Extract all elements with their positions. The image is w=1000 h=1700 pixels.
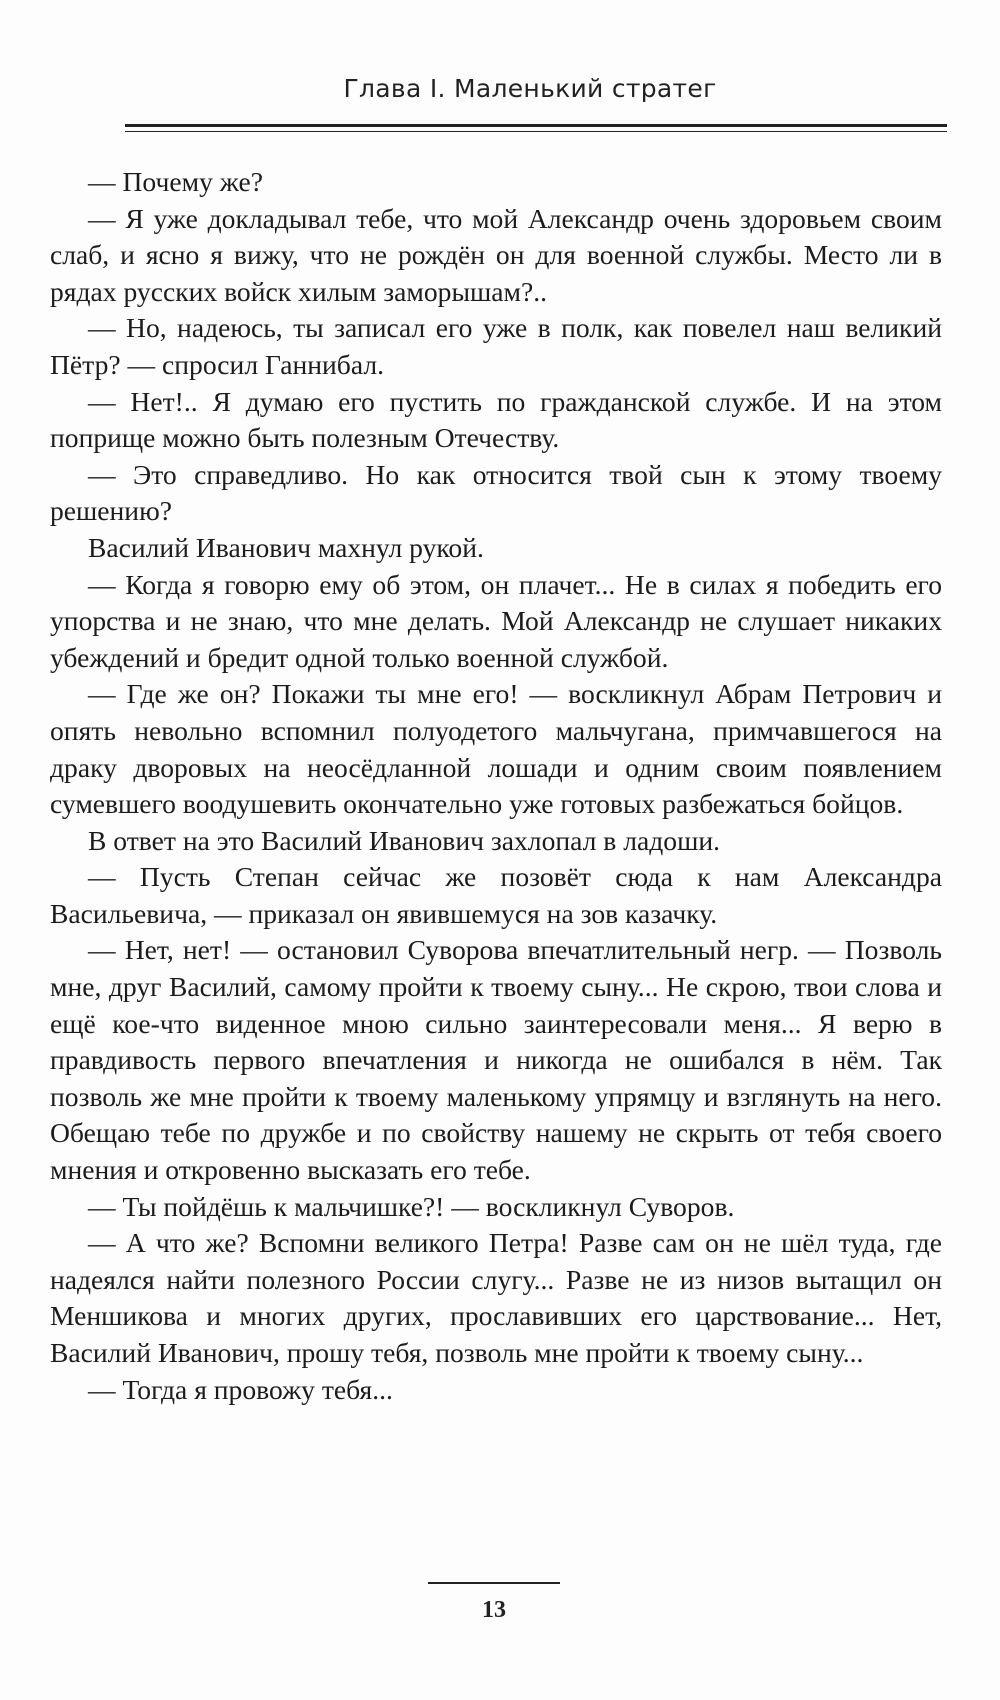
paragraph: — Когда я говорю ему об этом, он плачет... Не в силах я победить его упорства и не знаю, что мне делать. Мой Александр не слушает никаких убеждений и бредит одной только военной службой.	[50, 568, 942, 673]
paragraph: — А что же? Вспомни великого Петра! Разве сам он не шёл туда, где надеялся найти полезного России слугу... Разве не из низов вытащил он Меншикова и многих других, прославивших его царствование... Нет, Василий Иванович, прошу тебя, позволь мне пройти к твоему сыну...	[50, 1227, 942, 1368]
paragraph: — Ты пойдёшь к мальчишке?! — воскликнул Суворов.	[88, 1190, 735, 1222]
paragraph: — Почему же?	[88, 166, 263, 197]
header-rule-thin	[125, 131, 947, 132]
paragraph: — Это справедливо. Но как относится твой сын к этому твоему решению?	[50, 458, 942, 527]
page-number: 13	[482, 1597, 506, 1623]
paragraph: — Тогда я провожу тебя...	[88, 1373, 393, 1405]
body-text	[50, 164, 942, 1408]
paragraph: Василий Иванович махнул рукой.	[88, 531, 484, 563]
paragraph: — Нет, нет! — остановил Суворова впечатлительный негр. — Позволь мне, друг Василий, самому пройти к твоему сыну... Не скрою, твои слова и ещё кое-что виденное мною сильно заинтересовали меня... Я верю в правдивость первого впечатления и никогда не ошибался в нём. Так позволь же мне пройти к твоему маленькому упрямцу и взглянуть на него. Обещаю тебе по дружбе и по свойству нашему не скрыть от тебя своего мнения и откровенно высказать его тебе.	[50, 934, 942, 1186]
footer-rule	[428, 1582, 560, 1584]
paragraph: — Но, надеюсь, ты записал его уже в полк, как повелел наш великий Пётр? — спросил Ганнибал.	[50, 312, 942, 380]
header-rule-thick	[125, 124, 947, 127]
paragraph: — Пусть Степан сейчас же позовёт сюда к нам Александра Васильевича, — приказал он явившемуся на зов казачку.	[50, 861, 942, 929]
paragraph: В ответ на это Василий Иванович захлопал в ладоши.	[88, 824, 720, 856]
paragraph: — Где же он? Покажи ты мне его! — воскликнул Абрам Петрович и опять невольно вспомнил полуодетого мальчугана, примчавшегося на драку дворовых на неосёдланной лошади и одним своим появлением сумевшего воодушевить окончательно уже готовых разбежаться бойцов.	[50, 678, 942, 820]
paragraph: — Нет!.. Я думаю его пустить по гражданской службе. И на этом поприще можно быть полезным Отечеству.	[50, 385, 942, 454]
paragraph: — Я уже докладывал тебе, что мой Александр очень здоровьем своим слаб, и ясно я вижу, что не рождён он для военной службы. Место ли в рядах русских войск хилым заморышам?..	[50, 202, 942, 307]
running-head-title: Глава I. Маленький стратег	[343, 74, 717, 103]
